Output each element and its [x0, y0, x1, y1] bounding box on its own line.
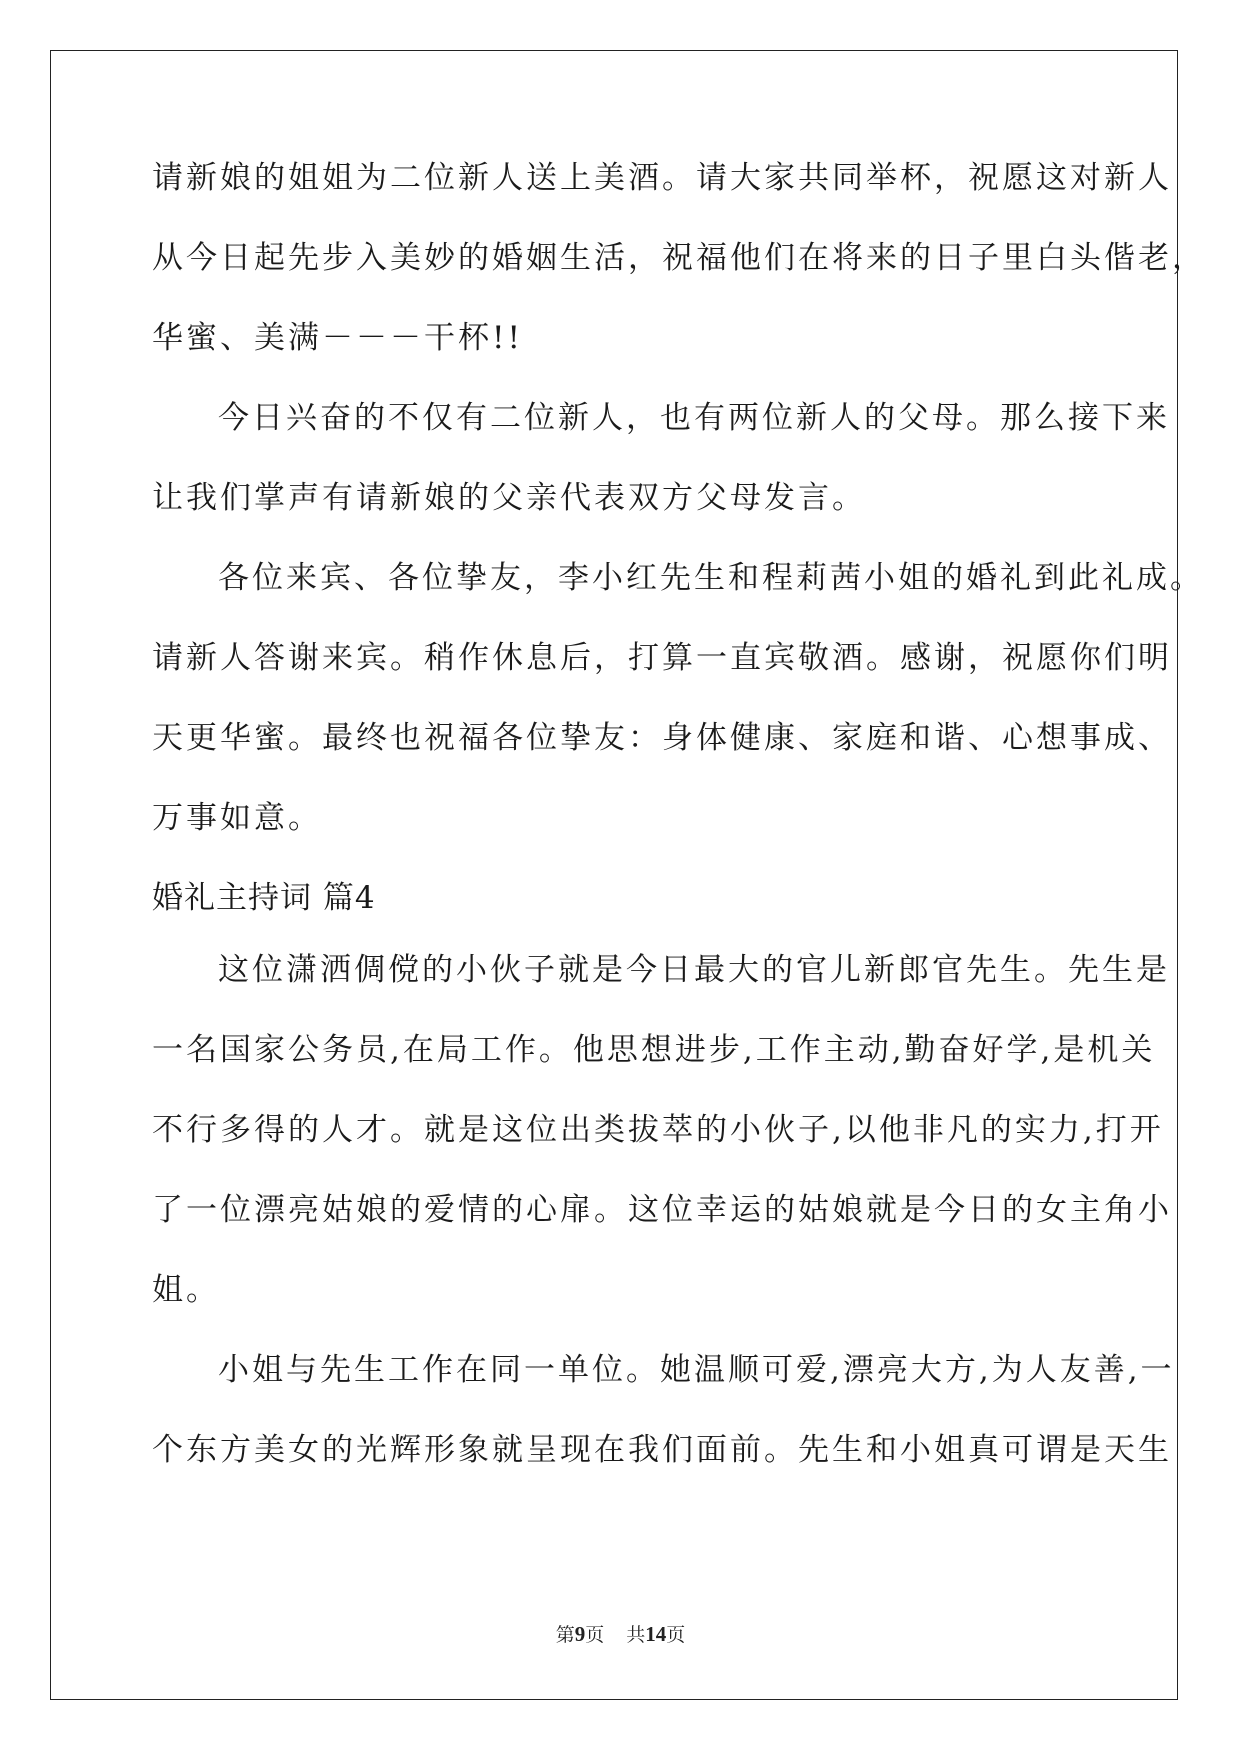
paragraph-line: 万事如意。 [152, 800, 322, 836]
paragraph-line: 姐。 [152, 1272, 220, 1308]
paragraph-line: 了一位漂亮姑娘的爱情的心扉。这位幸运的姑娘就是今日的女主角小 [152, 1192, 1172, 1228]
paragraph-line: 各位来宾、各位挚友，李小红先生和程莉茜小姐的婚礼到此礼成。 [218, 560, 1204, 596]
current-page-number: 9 [574, 1622, 586, 1646]
footer-total-suffix: 页 [666, 1624, 686, 1646]
paragraph-line: 让我们掌声有请新娘的父亲代表双方父母发言。 [152, 480, 866, 516]
section-heading: 婚礼主持词 篇4 [152, 880, 376, 916]
paragraph-line: 个东方美女的光辉形象就呈现在我们面前。先生和小姐真可谓是天生 [152, 1432, 1172, 1468]
paragraph-line: 一名国家公务员,在局工作。他思想进步,工作主动,勤奋好学,是机关 [152, 1032, 1156, 1068]
paragraph-line: 请新人答谢来宾。稍作休息后，打算一直宾敬酒。感谢，祝愿你们明 [152, 640, 1172, 676]
paragraph-line: 小姐与先生工作在同一单位。她温顺可爱,漂亮大方,为人友善,一 [218, 1352, 1175, 1388]
document-body [152, 160, 1206, 1512]
paragraph-line: 华蜜、美满－－－干杯!! [152, 320, 523, 356]
paragraph-line: 今日兴奋的不仅有二位新人，也有两位新人的父母。那么接下来 [218, 400, 1170, 436]
paragraph-line: 从今日起先步入美妙的婚姻生活，祝福他们在将来的日子里白头偕老， [152, 240, 1206, 276]
paragraph-line: 这位潇洒倜傥的小伙子就是今日最大的官儿新郎官先生。先生是 [218, 952, 1170, 988]
footer-total-prefix: 共 [626, 1624, 646, 1646]
paragraph-line: 请新娘的姐姐为二位新人送上美酒。请大家共同举杯，祝愿这对新人 [152, 160, 1172, 196]
page-footer [0, 1620, 1241, 1647]
footer-prefix: 第 [555, 1624, 575, 1646]
footer-page-word: 页 [585, 1624, 605, 1646]
paragraph-line: 天更华蜜。最终也祝福各位挚友：身体健康、家庭和谐、心想事成、 [152, 720, 1172, 756]
total-page-number: 14 [645, 1622, 667, 1646]
paragraph-line: 不行多得的人才。就是这位出类拔萃的小伙子,以他非凡的实力,打开 [152, 1112, 1164, 1148]
